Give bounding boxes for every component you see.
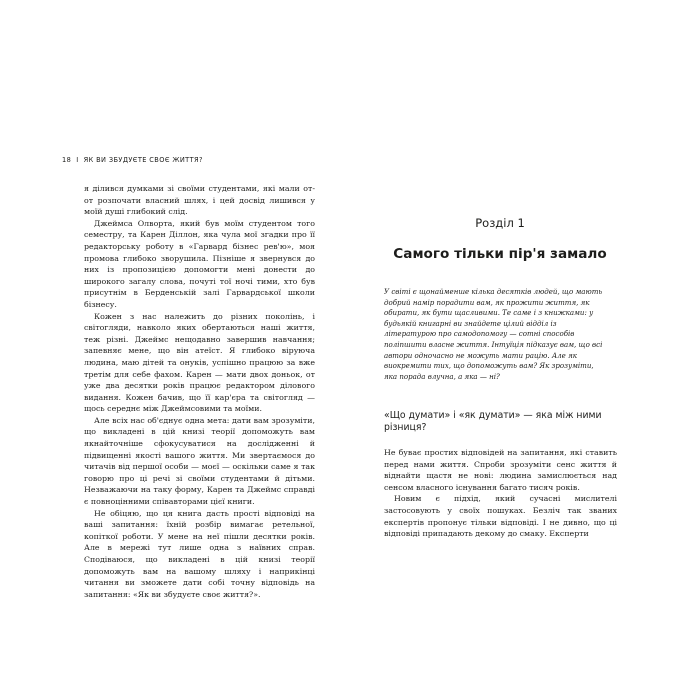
chapter-title: Самого тільки пір'я замало	[393, 246, 607, 262]
section-heading: «Що думати» і «як думати» — яка між ними різниця?	[384, 410, 602, 434]
right-body-text	[384, 447, 617, 540]
left-paragraph: Але всіх нас об'єднує одна мета: дати вам зрозуміти, що викладені в цій книзі теорії допоможуть вам якнайточніше сфокусуватися на дослідженні й підвищенні якості вашого життя. Ми звертаємося до читачів від першої особи — моєї — оскільки саме я так говорю про ці речі зі своїми студентами й дітьми. Незважаючи на таку форму, Карен та Джеймс справді є повноцінними співавторами цієї книги.	[84, 415, 315, 507]
chapter-label: Розділ 1	[475, 216, 525, 230]
left-paragraph: Не обіцяю, що ця книга дасть прості відповіді на ваші запитання: їхній розбір вимагає ретельної, копіткої роботи. У мене на неї пішли десятки років. Але в мережі тут лише одна з наївних справ. Сподіваюся, що викладені в цій книзі теорії допоможуть вам на вашому шляху і наприкінці читання ви зможете дати собі точну відповідь на запитання: «Як ви збудуєте своє життя?».	[84, 508, 315, 599]
right-paragraph: Новим є підхід, який сучасні мислителі застосовують у своїх пошуках. Безліч так званих експертів пропонує тільки відповіді. І не дивно, що ці відповіді припадають декому до смаку. Експерти	[384, 494, 617, 539]
page-number: 18	[62, 156, 72, 164]
left-paragraph: Джеймса Олворта, який був моїм студентом того семестру, та Карен Діллон, яка чула мої згадки про її редакторську роботу в «Гарвард бізнес рев'ю», моя промова глибоко зворушила. Пізніше я звернувся до них із пропозицією допомогти мені донести до широкого загалу слова, почуті тої ночі тими, хто був присутнім в Берденській залі Гарвардської школи бізнесу.	[84, 218, 315, 309]
left-paragraph: Кожен з нас належить до різних поколінь, і світогляди, навколо яких обертаються наші життя, теж різні. Джеймс нещодавно завершив навчання; запевняє мене, що він атеїст. Я глибоко віруюча людина, маю дітей та онуків, успішно працюю за вже третім для себе фахом. Карен — мати двох доньок, от уже два десятки років працює редактором ділового видання. Кожен бачив, що її кар'єра та світогляд — щось середнє між Джеймсовими та моїми.	[84, 311, 315, 414]
left-body-text	[84, 183, 315, 600]
left-paragraph: я ділився думками зі своїми студентами, які мали от-от розпочати власний шлях, і цей досвід лишився у моїй душі глибокий слід.	[84, 184, 315, 217]
epigraph-text: У світі є щонайменше кілька десятків людей, що мають добрий намір порадити вам, як прожити життя, як обирати, як бути щасливими. Те саме і з книжками: у будьякій книгарні ви знайдете цілий відділ із літературою про самодопомогу — сотні способів поліпшити власне життя. Інтуїція підказує вам, що всі автори одночасно не можуть мати рацію. Але як виокремити тих, що допоможуть вам? Як зрозуміти, яка порада влучна, а яка — ні?	[384, 287, 603, 381]
header-separator: І	[76, 156, 79, 164]
running-header	[62, 156, 203, 164]
chapter-epigraph	[384, 287, 606, 382]
running-title: ЯК ВИ ЗБУДУЄТЕ СВОЄ ЖИТТЯ?	[83, 156, 203, 164]
right-paragraph: Не буває простих відповідей на запитання, які ставить перед нами життя. Спроби зрозуміти сенс життя й віднайти щастя не нові: людина замислюється над сенсом власного існування багато тисяч років.	[384, 448, 617, 492]
